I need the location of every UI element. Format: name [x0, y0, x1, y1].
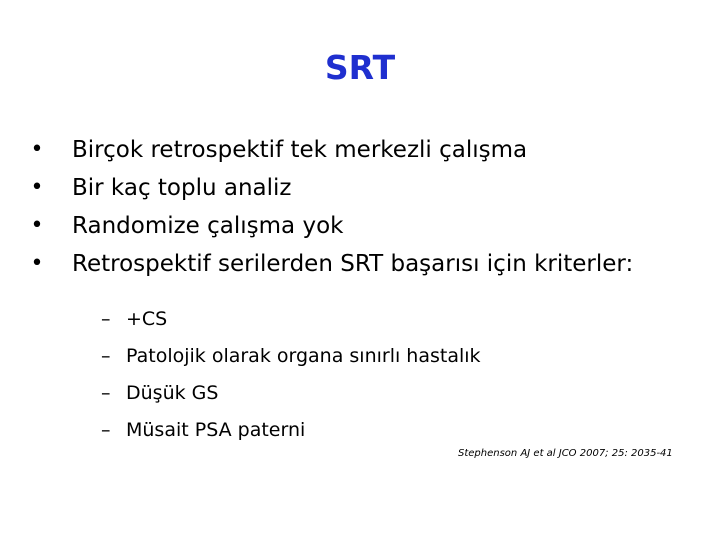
bullet-marker: •: [30, 175, 44, 200]
bullet-marker: •: [30, 137, 44, 162]
sub-bullet-text: +CS: [126, 308, 168, 330]
bullet-marker: •: [30, 251, 44, 276]
sub-bullet-marker: –: [101, 419, 111, 441]
sub-bullet-marker: –: [101, 345, 111, 367]
bullet-text: Birçok retrospektif tek merkezli çalışma: [72, 137, 528, 163]
sub-bullet-marker: –: [101, 382, 111, 404]
sub-bullet-marker: –: [101, 308, 111, 330]
bullet-text: Retrospektif serilerden SRT başarısı için kriterler:: [72, 251, 634, 277]
sub-bullet-text: Düşük GS: [126, 382, 219, 404]
bullet-text: Bir kaç toplu analiz: [72, 175, 292, 201]
slide-title: SRT: [324, 48, 396, 87]
bullet-marker: •: [30, 213, 44, 238]
citation-reference: Stephenson AJ et al JCO 2007; 25: 2035-41: [458, 448, 673, 459]
bullet-text: Randomize çalışma yok: [72, 213, 344, 239]
sub-bullet-text: Patolojik olarak organa sınırlı hastalık: [126, 345, 481, 367]
sub-bullet-text: Müsait PSA paterni: [126, 419, 306, 441]
